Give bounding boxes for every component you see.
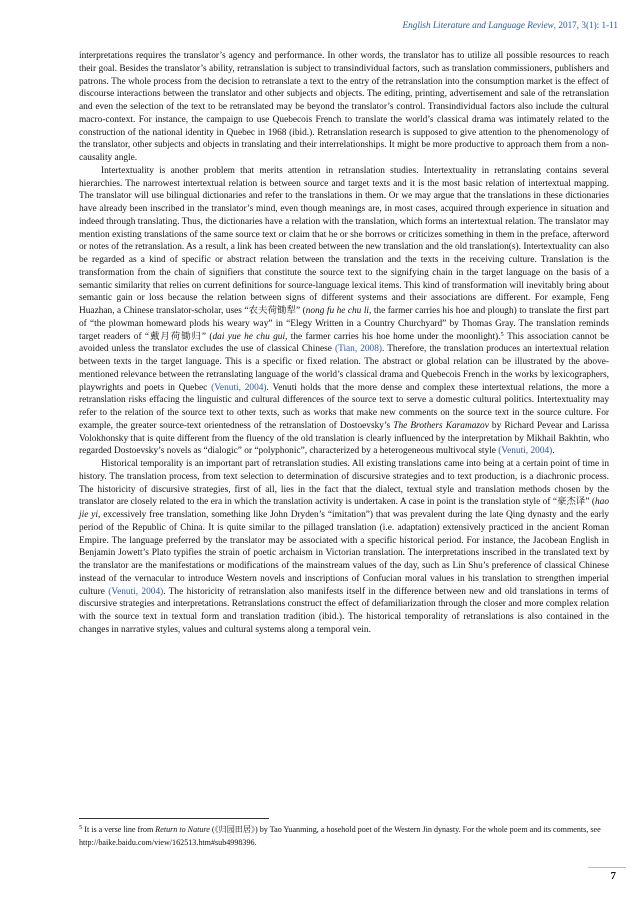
- citation-link[interactable]: (Venuti, 2004): [498, 446, 553, 457]
- page-number-divider: [588, 867, 626, 868]
- running-header: [403, 20, 618, 30]
- citation-link[interactable]: (Venuti, 2004): [211, 382, 267, 393]
- footnote-mark: 5: [79, 824, 83, 831]
- paragraph-2: Intertextuality is another problem that merits attention in retranslation studies. Intertextuality in retranslating contains several hierarchies. The narrowest intertextual relation is between source and target texts and it is the most basic relation of intertextual mapping. The translator will use bilingual dictionaries and refer to the translations in them. Or we may argue that the translations in these dictionaries have already been inscribed in the translator’s mind, even though meanings are, in most cases, acquired through experience in situation and indeed through translating. Thus, the dictionaries have a relation with the translation, which forms an intertextual relation. The translator may mention existing translations of the same source text or claim that he or she borrows or criticizes something in them in the preface, afterword or notes of the retranslation. As a result, a link has been created between the new translation and the old translation(s). Intertextuality can also be regarded as a kind of specific or abstract relation between the translation and the texts in the receiving culture. Translation is the transformation from the chain of signifiers that constitute the source text to the signifying chain in the target language on the basis of a semantic similarity that relies on current definitions for source-language lexical items. This kind of transformation will inevitably bring about semantic gain or loss because the relation between signs of different systems and their associations are different. For example, Feng Huazhan, a Chinese translator-scholar, uses “农夫荷锄犁” (nong fu he chu li, the farmer carries his hoe and plough) to translate the first part of “the plowman homeward plods his weary way” in “Elegy Written in a Country Churchyard” by Thomas Gray. The translation reminds target readers of “戴月荷锄归” (dai yue he chu gui, the farmer carries his hoe home under the moonlight).$^5$ This association cannot be avoided unless the translator excludes the use of classical Chinese (Tian, 2008). Therefore, the translation produces an intertextual relation between texts in the target language. This is a specific or fixed relation. The abstract or global relation can be illustrated by the above-mentioned relevance between the retranslating language of the world’s classical drama and Quebecois French in the works by lexicographers, playwrights and poets in Quebec (Venuti, 2004). Venuti holds that the more dense and complex these intertextual relations, the more a retranslation risks effacing the linguistic and cultural differences of the source text to serve a domestic cultural politics. Intertextuality may refer to the relation of the source text to other texts, such as works that make new comments on the source text in the source culture. For example, the greater source-text orientedness of the retranslation of Dostoevsky’s The Brothers Karamazov by Richard Pevear and Larissa Volokhonsky that is quite different from the fluency of the old translation is clearly influenced by the interpretation by Mikhail Bakhtin, who regarded Dostoevsky’s novels as “dialogic” or “polyphonic”, characterized by a heterogeneous multivocal style (Venuti, 2004).: [79, 165, 610, 457]
- journal-issue: , 2017, 3(1): 1-11: [553, 20, 618, 30]
- journal-title: English Literature and Language Review: [402, 20, 554, 30]
- paragraph-1: interpretations requires the translator’s agency and performance. In other words, the translator has to utilize all possible resources to reach their goal. Besides the translator’s ability, retranslation is subject to transindividual factors, such as translation commissioners, publishers and patrons. The whole process from the decision to retranslate a text to the entry of the retranslation into the consumption market is the effect of discourse interactions between the translator and other subjects and objects. The editing, printing, advertisement and sale of the retranslation and even the selection of the text to be retranslated may be beyond the translator’s control. Transindividual factors also include the cultural macro-context. For instance, the campaign to use Quebecois French to translate the world’s classical drama was intimately related to the construction of the national identity in Quebec in 1968 (ibid.). Retranslation research is supposed to give attention to the phenomenology of the translator, other subjects and objects in translating and their interrelationships. It might be more productive to approach them from a non-causality angle.: [79, 51, 609, 163]
- footnote-divider: [79, 818, 269, 819]
- citation-link[interactable]: (Tian, 2008): [334, 344, 383, 355]
- page-number: 7: [610, 870, 616, 882]
- footnote: $^5$ It is a verse line from Return to Nature (《归园田居》) by Tao Yuanming, a hosehold poet of the Western Jin dynasty. For the whole poem and its comments, see http://baike.baidu.com/view/162513.htm#sub4998396.: [79, 824, 601, 847]
- body-text: [79, 50, 609, 637]
- footnote-ref[interactable]: 5: [500, 330, 504, 338]
- citation-link[interactable]: (Venuti, 2004): [108, 586, 164, 597]
- paragraph-3: Historical temporality is an important part of retranslation studies. All existing translations came into being at a certain point of time in history. The translation process, from text selection to determination of discursive strategies and to text production, is a diachronic process. The historicity of discursive strategies, first of all, lies in the fact that the dialect, textual style and translation methods chosen by the translator are closely related to the era in which the translation activity is undertaken. A case in point is the translation style of “豪杰译” (hao jie yi, excessively free translation, something like John Dryden’s “imitation”) that was prevalent during the late Qing dynasty and the early period of the Republic of China. It is quite similar to the pillaged translation (i.e. adaptation) extensively practiced in the ancient Roman Empire. The language preferred by the translator may be associated with a specific historical period. For instance, the Jacobean English in Benjamin Jowett’s Plato typifies the strain of poetic archaism in Victorian translation. The interpretations inscribed in the translated text by the translator are the manifestations or modifications of the mainstream values of the day, such as Lin Shu’s preference of classical Chinese instead of the vernacular to introduce Western novels and inscriptions of Confucian moral values in his translation to strengthen imperial culture (Venuti, 2004). The historicity of retranslation also manifests itself in the difference between new and old translations in terms of discursive strategies and interpretations. Retranslations construct the effect of defamiliarization through the closer and more complex relation with the source text in textual form and translation tradition (ibid.). The historical temporality of retranslations is also contained in the changes in narrative styles, values and cultural systems along a temporal vein.: [79, 459, 609, 635]
